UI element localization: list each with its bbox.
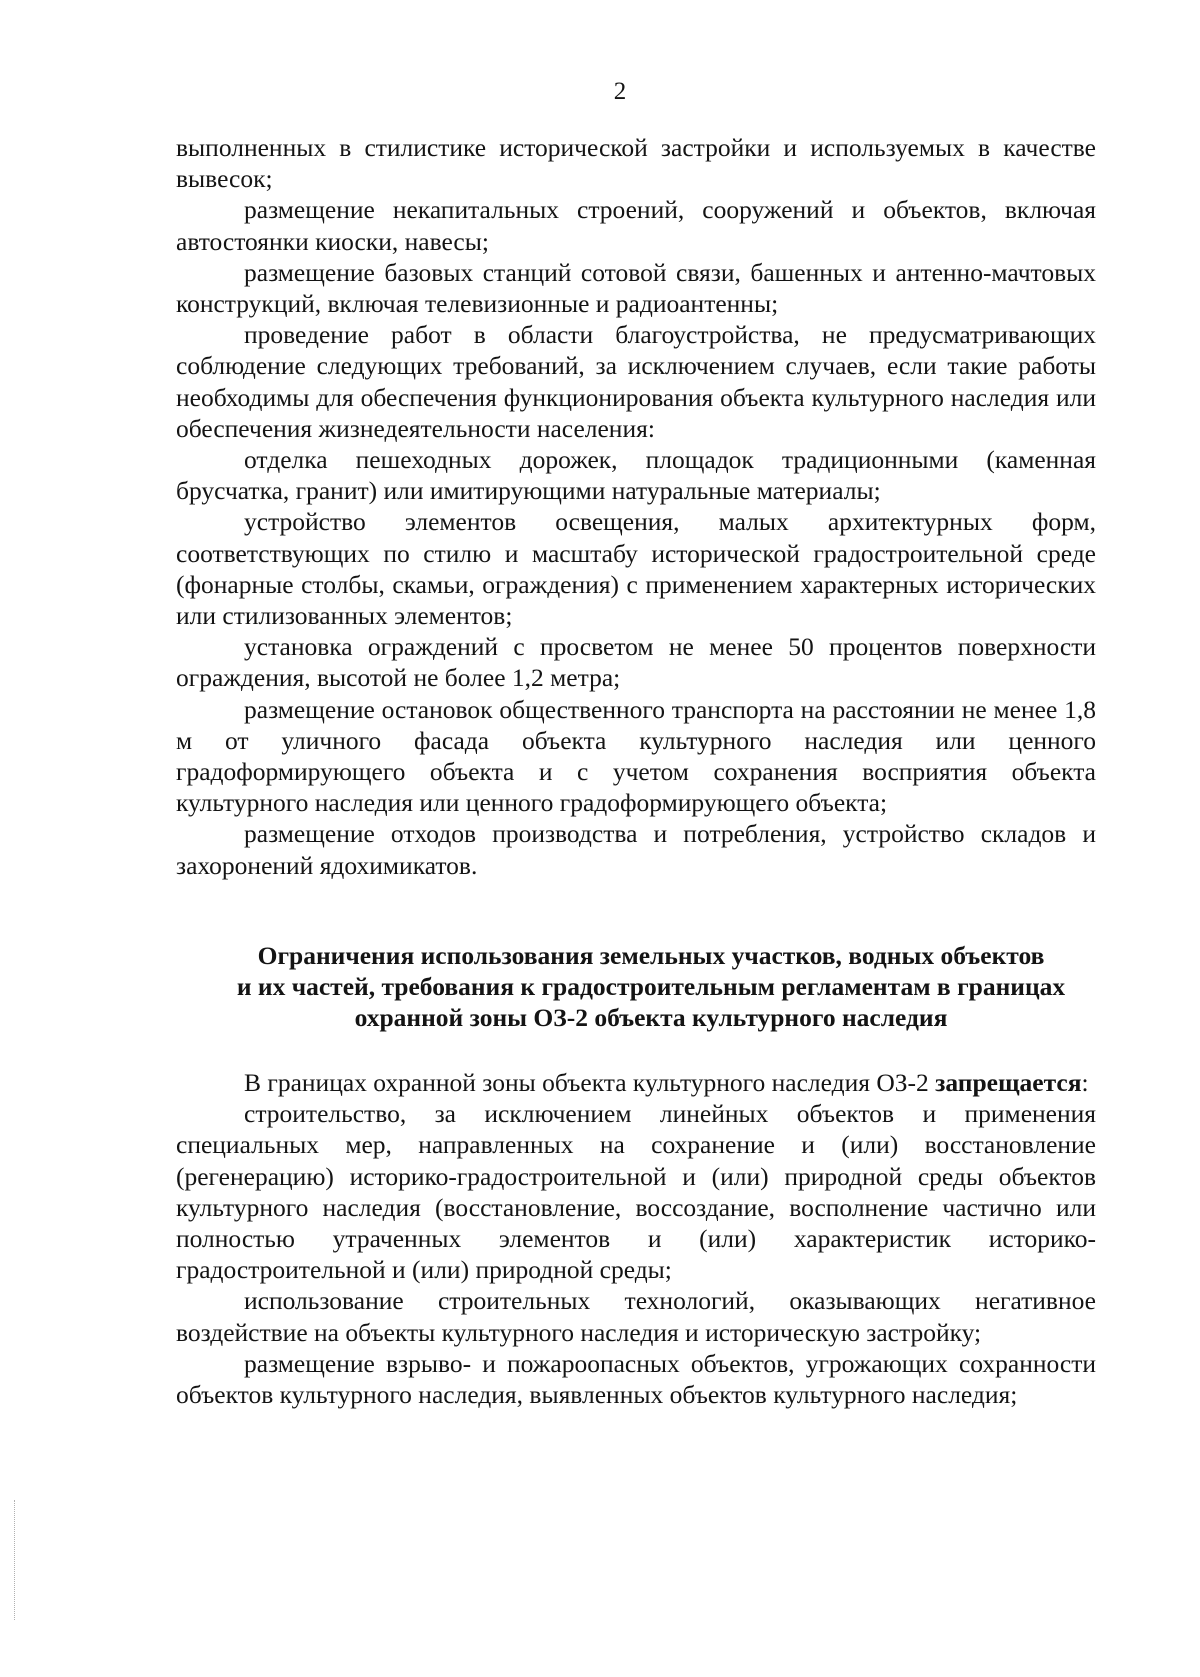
paragraph: отделка пешеходных дорожек, площадок традиционными (каменная брусчатка, гранит) или имитирующими натуральные материалы; xyxy=(176,445,1096,506)
paragraph: проведение работ в области благоустройства, не предусматривающих соблюдение следующих требований, за исключением случаев, если такие работы необходимы для обеспечения функционирования объекта культурного наследия или обеспечения жизнедеятельности населения: xyxy=(176,320,1096,443)
paragraph-continuation: выполненных в стилистике исторической застройки и используемых в качестве вывесок; xyxy=(176,133,1096,194)
paragraph: устройство элементов освещения, малых архитектурных форм, соответствующих по стилю и масштабу исторической градостроительной среде (фонарные столбы, скамьи, ограждения) с применением характерных исторических или стилизованных элементов; xyxy=(176,507,1096,631)
paragraph: использование строительных технологий, оказывающих негативное воздействие на объекты культурного наследия и историческую застройку; xyxy=(176,1286,1096,1347)
top-paragraphs xyxy=(176,132,1096,881)
paragraph: размещение отходов производства и потребления, устройство складов и захоронений ядохимикатов. xyxy=(176,819,1096,880)
intro-colon: : xyxy=(1081,1068,1089,1097)
paragraph: размещение некапитальных строений, сооружений и объектов, включая автостоянки киоски, навесы; xyxy=(176,195,1096,256)
page-number: 2 xyxy=(613,78,627,105)
heading-line: охранной зоны ОЗ-2 объекта культурного наследия xyxy=(354,1003,948,1033)
paragraph: строительство, за исключением линейных объектов и применения специальных мер, направленных на сохранение и (или) восстановление (регенерацию) историко-градостроительной и (или) природной среды объектов культурного наследия (восстановление, воссоздание, восполнение частично или полностью утраченных элементов и (или) характеристик историко-градостроительной и (или) природной среды; xyxy=(176,1099,1096,1285)
intro-text: В границах охранной зоны объекта культурного наследия ОЗ-2 xyxy=(244,1068,929,1097)
intro-bold-term: запрещается xyxy=(935,1068,1082,1097)
section-heading xyxy=(176,940,1096,1034)
paragraph: размещение базовых станций сотовой связи, башенных и антенно-мачтовых конструкций, включая телевизионные и радиоантенны; xyxy=(176,257,1096,319)
section-body xyxy=(176,1067,1096,1410)
paragraph: размещение остановок общественного транспорта на расстоянии не менее 1,8 м от уличного фасада объекта культурного наследия или ценного градоформирующего объекта и с учетом сохранения восприятия объекта культурного наследия или ценного градоформирующего объекта; xyxy=(176,694,1096,818)
heading-line: Ограничения использования земельных участков, водных объектов xyxy=(257,941,1045,970)
heading-line: и их частей, требования к градостроительным регламентам в границах xyxy=(236,972,1066,1002)
paragraph: установка ограждений с просветом не менее 50 процентов поверхности ограждения, высотой не более 1,2 метра; xyxy=(176,632,1096,693)
scan-edge-mark xyxy=(14,1500,16,1620)
section-intro xyxy=(176,1067,1096,1098)
paragraph: размещение взрыво- и пожароопасных объектов, угрожающих сохранности объектов культурного наследия, выявленных объектов культурного наследия; xyxy=(176,1348,1096,1410)
